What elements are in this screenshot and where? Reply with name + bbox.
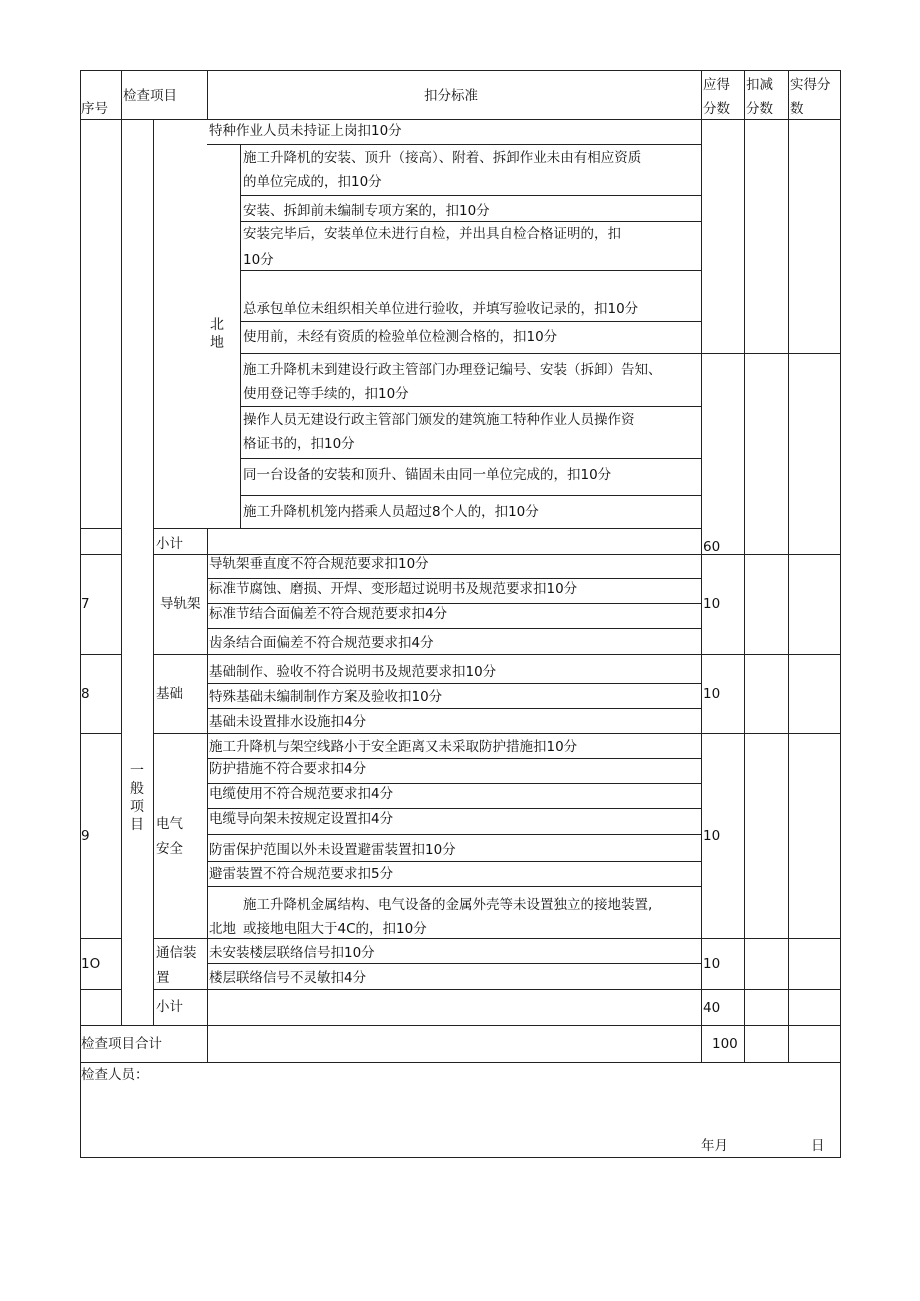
rule <box>207 70 208 120</box>
rule <box>240 270 701 271</box>
standard-row: 10分 <box>243 252 274 268</box>
rule <box>240 458 701 459</box>
item-name: 导轨架 <box>160 596 201 612</box>
standard-row: 或接地电阻大于4C的，扣10分 <box>243 921 427 937</box>
rule <box>80 554 121 555</box>
rule <box>240 144 241 529</box>
rule <box>80 654 121 655</box>
standard-row: 防雷保护范围以外未设置避雷装置扣10分 <box>209 842 456 858</box>
rule <box>153 119 154 1026</box>
standard-row: 施工升降机的安装、顶升（接高）、附着、拆卸作业未由有相应资质 <box>243 150 642 166</box>
standard-row: 施工升降机机笼内搭乘人员超过8个人的，扣10分 <box>243 504 539 520</box>
item-name: 基础 <box>156 686 183 702</box>
rule <box>121 70 122 1026</box>
header-check-item: 检查项目 <box>123 88 177 104</box>
due-score: 10 <box>703 956 721 972</box>
item-name: 置 <box>156 970 170 986</box>
rule <box>207 683 701 684</box>
rule <box>240 321 701 322</box>
header-deduct-score-2: 分数 <box>746 101 773 117</box>
rule <box>80 733 121 734</box>
rule <box>207 144 701 145</box>
date-day: 日 <box>811 1138 825 1154</box>
rule <box>840 70 841 1158</box>
rule <box>80 70 81 1158</box>
side-label: 北地 <box>209 921 236 937</box>
rule <box>240 406 701 407</box>
row-no: 7 <box>81 596 90 612</box>
subtotal-label: 小计 <box>156 999 183 1015</box>
standard-row: 施工升降机未到建设行政主管部门办理登记编号、安装（拆卸）告知、 <box>243 362 662 378</box>
standard-row: 标准节结合面偏差不符合规范要求扣4分 <box>209 606 448 622</box>
rule <box>207 628 701 629</box>
rule <box>207 528 208 1063</box>
row-no: 8 <box>81 686 90 702</box>
rule <box>207 578 701 579</box>
rule <box>207 808 701 809</box>
rule <box>80 70 841 71</box>
rule <box>153 528 701 529</box>
due-score: 10 <box>703 686 721 702</box>
standard-row: 基础未设置排水设施扣4分 <box>209 714 367 730</box>
subtotal-value: 60 <box>703 539 721 555</box>
rule <box>788 70 789 1063</box>
standard-row: 防护措施不符合要求扣4分 <box>209 761 367 777</box>
subtotal-label: 小计 <box>156 536 183 552</box>
rule <box>207 783 701 784</box>
standard-row: 同一台设备的安装和顶升、锚固未由同一单位完成的，扣10分 <box>243 467 612 483</box>
standard-row: 安装完毕后，安装单位未进行自检，并出具自检合格证明的，扣 <box>243 226 621 242</box>
header-actual-score-1: 实得分 <box>790 77 831 93</box>
item-name: 通信装 <box>156 945 197 961</box>
total-label: 检查项目合计 <box>81 1036 162 1052</box>
rule <box>240 495 701 496</box>
header-deduct-score-1: 扣减 <box>746 77 773 93</box>
rule <box>207 963 701 964</box>
standard-row: 特殊基础未编制制作方案及验收扣10分 <box>209 689 443 705</box>
rule <box>207 758 701 759</box>
rule <box>240 195 701 196</box>
standard-row: 避雷装置不符合规范要求扣5分 <box>209 866 394 882</box>
section-side-label: 北地 <box>210 317 224 351</box>
item-name: 安全 <box>156 841 183 857</box>
item-name: 电气 <box>156 816 183 832</box>
header-deduction-standard: 扣分标准 <box>424 88 478 104</box>
standard-row: 电缆导向架未按规定设置扣4分 <box>209 811 394 827</box>
total-value: 100 <box>712 1036 738 1052</box>
rule <box>207 834 701 835</box>
rule <box>240 353 840 354</box>
rule <box>153 733 841 734</box>
standard-row: 格证书的，扣10分 <box>243 436 355 452</box>
rule <box>80 1025 841 1026</box>
rule <box>80 938 121 939</box>
rule <box>80 1157 841 1158</box>
standard-row: 未安装楼层联络信号扣10分 <box>209 945 375 961</box>
rule <box>207 708 701 709</box>
standard-row: 总承包单位未组织相关单位进行验收，并填写验收记录的，扣10分 <box>243 301 639 317</box>
rule <box>701 70 702 1063</box>
standard-row: 齿条结合面偏差不符合规范要求扣4分 <box>209 635 434 651</box>
standard-row: 安装、拆卸前未编制专项方案的，扣10分 <box>243 203 490 219</box>
standard-row: 操作人员无建设行政主管部门颁发的建筑施工特种作业人员操作资 <box>243 412 635 428</box>
rule <box>207 603 701 604</box>
rule <box>80 119 841 120</box>
standard-row: 使用前，未经有资质的检验单位检测合格的，扣10分 <box>243 329 558 345</box>
rule <box>80 989 121 990</box>
standard-row: 楼层联络信号不灵敏扣4分 <box>209 970 367 986</box>
rule <box>240 221 701 222</box>
standard-row-1: 特种作业人员未持证上岗扣10分 <box>209 123 402 139</box>
standard-row: 使用登记等手续的，扣10分 <box>243 386 409 402</box>
inspector-label: 检查人员： <box>81 1067 149 1083</box>
standard-row: 的单位完成的，扣10分 <box>243 174 382 190</box>
header-due-score-1: 应得 <box>703 77 730 93</box>
standard-row: 施工升降机金属结构、电气设备的金属外壳等未设置独立的接地装置, <box>243 897 653 913</box>
header-due-score-2: 分数 <box>703 101 730 117</box>
rule <box>207 861 701 862</box>
date-year-month: 年月 <box>701 1138 728 1154</box>
header-actual-score-2: 数 <box>790 101 804 117</box>
rule <box>207 886 701 887</box>
due-score: 10 <box>703 596 721 612</box>
standard-row: 标准节腐蚀、磨损、开焊、变形超过说明书及规范要求扣10分 <box>209 581 578 597</box>
header-serial-no: 序号 <box>81 101 108 117</box>
section-side-label: 一般项目 <box>130 763 144 833</box>
standard-row: 基础制作、验收不符合说明书及规范要求扣10分 <box>209 664 497 680</box>
due-score: 10 <box>703 828 721 844</box>
rule <box>80 528 121 529</box>
row-no: 9 <box>81 828 90 844</box>
rule <box>153 989 841 990</box>
rule <box>153 938 841 939</box>
standard-row: 导轨架垂直度不符合规范要求扣10分 <box>209 556 429 572</box>
rule <box>744 70 745 1063</box>
row-no: 1O <box>81 956 101 972</box>
rule <box>80 1062 841 1063</box>
standard-row: 电缆使用不符合规范要求扣4分 <box>209 786 394 802</box>
standard-row: 施工升降机与架空线路小于安全距离又未采取防护措施扣10分 <box>209 739 578 755</box>
rule <box>153 654 841 655</box>
subtotal-value: 40 <box>703 1000 721 1016</box>
